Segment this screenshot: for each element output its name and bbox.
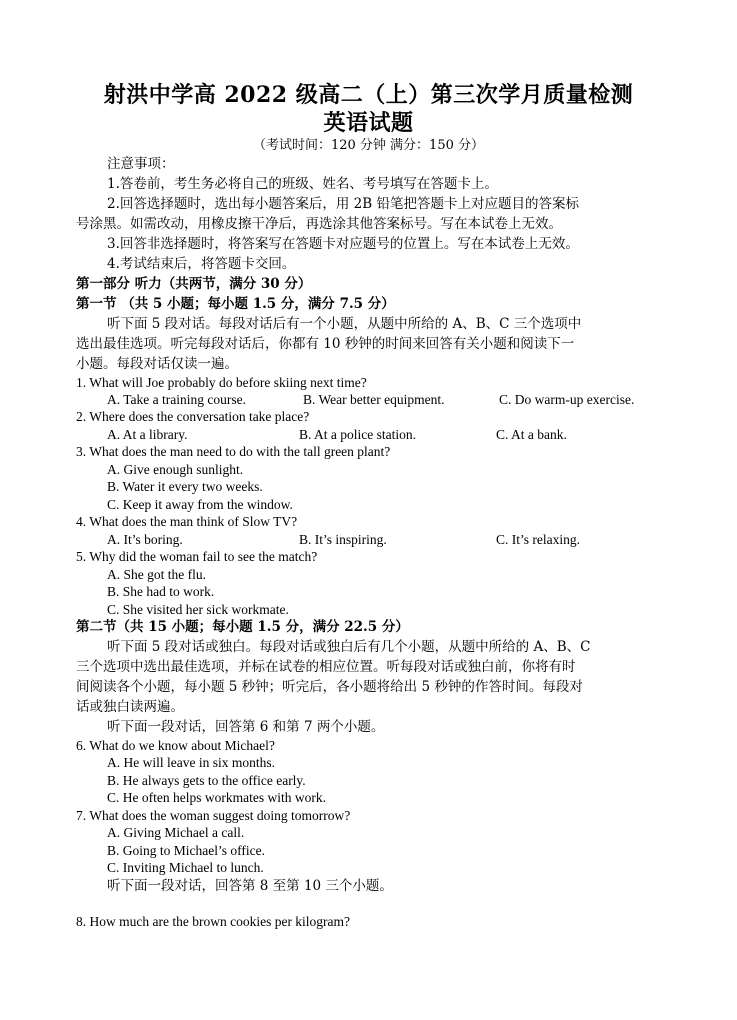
option-c: C. Keep it away from the window. (107, 497, 293, 512)
section1-intro: 选出最佳选项。听完每段对话后，你都有 10 秒钟的时间来回答有关小题和阅读下一 (76, 336, 575, 352)
option-b: B. It’s inspiring. (299, 532, 387, 547)
exam-subject-title: 英语试题 (323, 110, 414, 136)
option-a: A. At a library. (107, 427, 188, 442)
exam-time-info: （考试时间：120 分钟 满分：150 分） (252, 138, 485, 153)
section1-intro: 小题。每段对话仅读一遍。 (76, 356, 238, 372)
option-c: C. It’s relaxing. (496, 532, 580, 547)
part1-heading: 第一部分 听力（共两节，满分 30 分） (76, 276, 312, 292)
option-c: C. Do warm-up exercise. (499, 392, 635, 407)
note-item: 号涂黑。如需改动，用橡皮擦干净后，再选涂其他答案标号。写在本试卷上无效。 (76, 216, 562, 232)
dialog-intro: 听下面一段对话，回答第 8 至第 10 三个小题。 (107, 878, 393, 894)
option-b: B. Wear better equipment. (303, 392, 445, 407)
question-stem: 2. Where does the conversation take place? (76, 409, 310, 424)
option-a: A. Give enough sunlight. (107, 462, 244, 477)
question-stem: 8. How much are the brown cookies per kilogram? (76, 914, 351, 929)
section2-heading: 第二节（共 15 小题；每小题 1.5 分，满分 22.5 分） (76, 619, 409, 635)
section1-heading: 第一节 （共 5 小题；每小题 1.5 分，满分 7.5 分） (76, 296, 395, 312)
question-stem: 5. Why did the woman fail to see the match? (76, 549, 318, 564)
option-b: B. Going to Michael’s office. (107, 843, 265, 858)
note-item: 3.回答非选择题时，将答案写在答题卡对应题号的位置上。写在本试卷上无效。 (107, 236, 579, 252)
section2-intro: 三个选项中选出最佳选项，并标在试卷的相应位置。听每段对话或独白前，你将有时 (76, 659, 576, 675)
note-item: 4.考试结束后，将答题卡交回。 (107, 256, 296, 272)
option-a: A. Giving Michael a call. (107, 825, 245, 840)
section2-intro: 听下面 5 段对话或独白。每段对话或独白后有几个小题，从题中所给的 A、B、C (107, 639, 591, 655)
option-c: C. Inviting Michael to lunch. (107, 860, 264, 875)
option-a: A. He will leave in six months. (107, 755, 275, 770)
dialog-intro: 听下面一段对话，回答第 6 和第 7 两个小题。 (107, 719, 385, 735)
option-c: C. She visited her sick workmate. (107, 602, 289, 617)
option-c: C. At a bank. (496, 427, 567, 442)
question-stem: 7. What does the woman suggest doing tomorrow? (76, 808, 351, 823)
exam-title: 射洪中学高 2022 级高二（上）第三次学月质量检测 (103, 82, 634, 108)
option-b: B. Water it every two weeks. (107, 479, 263, 494)
option-c: C. He often helps workmates with work. (107, 790, 326, 805)
option-b: B. At a police station. (299, 427, 416, 442)
question-stem: 6. What do we know about Michael? (76, 738, 275, 753)
note-item: 1.答卷前，考生务必将自己的班级、姓名、考号填写在答题卡上。 (107, 176, 498, 192)
section1-intro: 听下面 5 段对话。每段对话后有一个小题，从题中所给的 A、B、C 三个选项中 (107, 316, 582, 332)
section2-intro: 话或独白读两遍。 (76, 699, 184, 715)
note-item: 2.回答选择题时，选出每小题答案后，用 2B 铅笔把答题卡上对应题目的答案标 (107, 196, 579, 212)
option-a: A. She got the flu. (107, 567, 206, 582)
option-a: A. It’s boring. (107, 532, 183, 547)
question-stem: 4. What does the man think of Slow TV? (76, 514, 298, 529)
section2-intro: 间阅读各个小题，每小题 5 秒钟；听完后，各小题将给出 5 秒钟的作答时间。每段对 (76, 679, 583, 695)
option-b: B. She had to work. (107, 584, 215, 599)
notes-label: 注意事项： (107, 156, 175, 172)
option-a: A. Take a training course. (107, 392, 247, 407)
question-stem: 1. What will Joe probably do before skiing next time? (76, 375, 367, 390)
option-b: B. He always gets to the office early. (107, 773, 306, 788)
question-stem: 3. What does the man need to do with the tall green plant? (76, 444, 391, 459)
